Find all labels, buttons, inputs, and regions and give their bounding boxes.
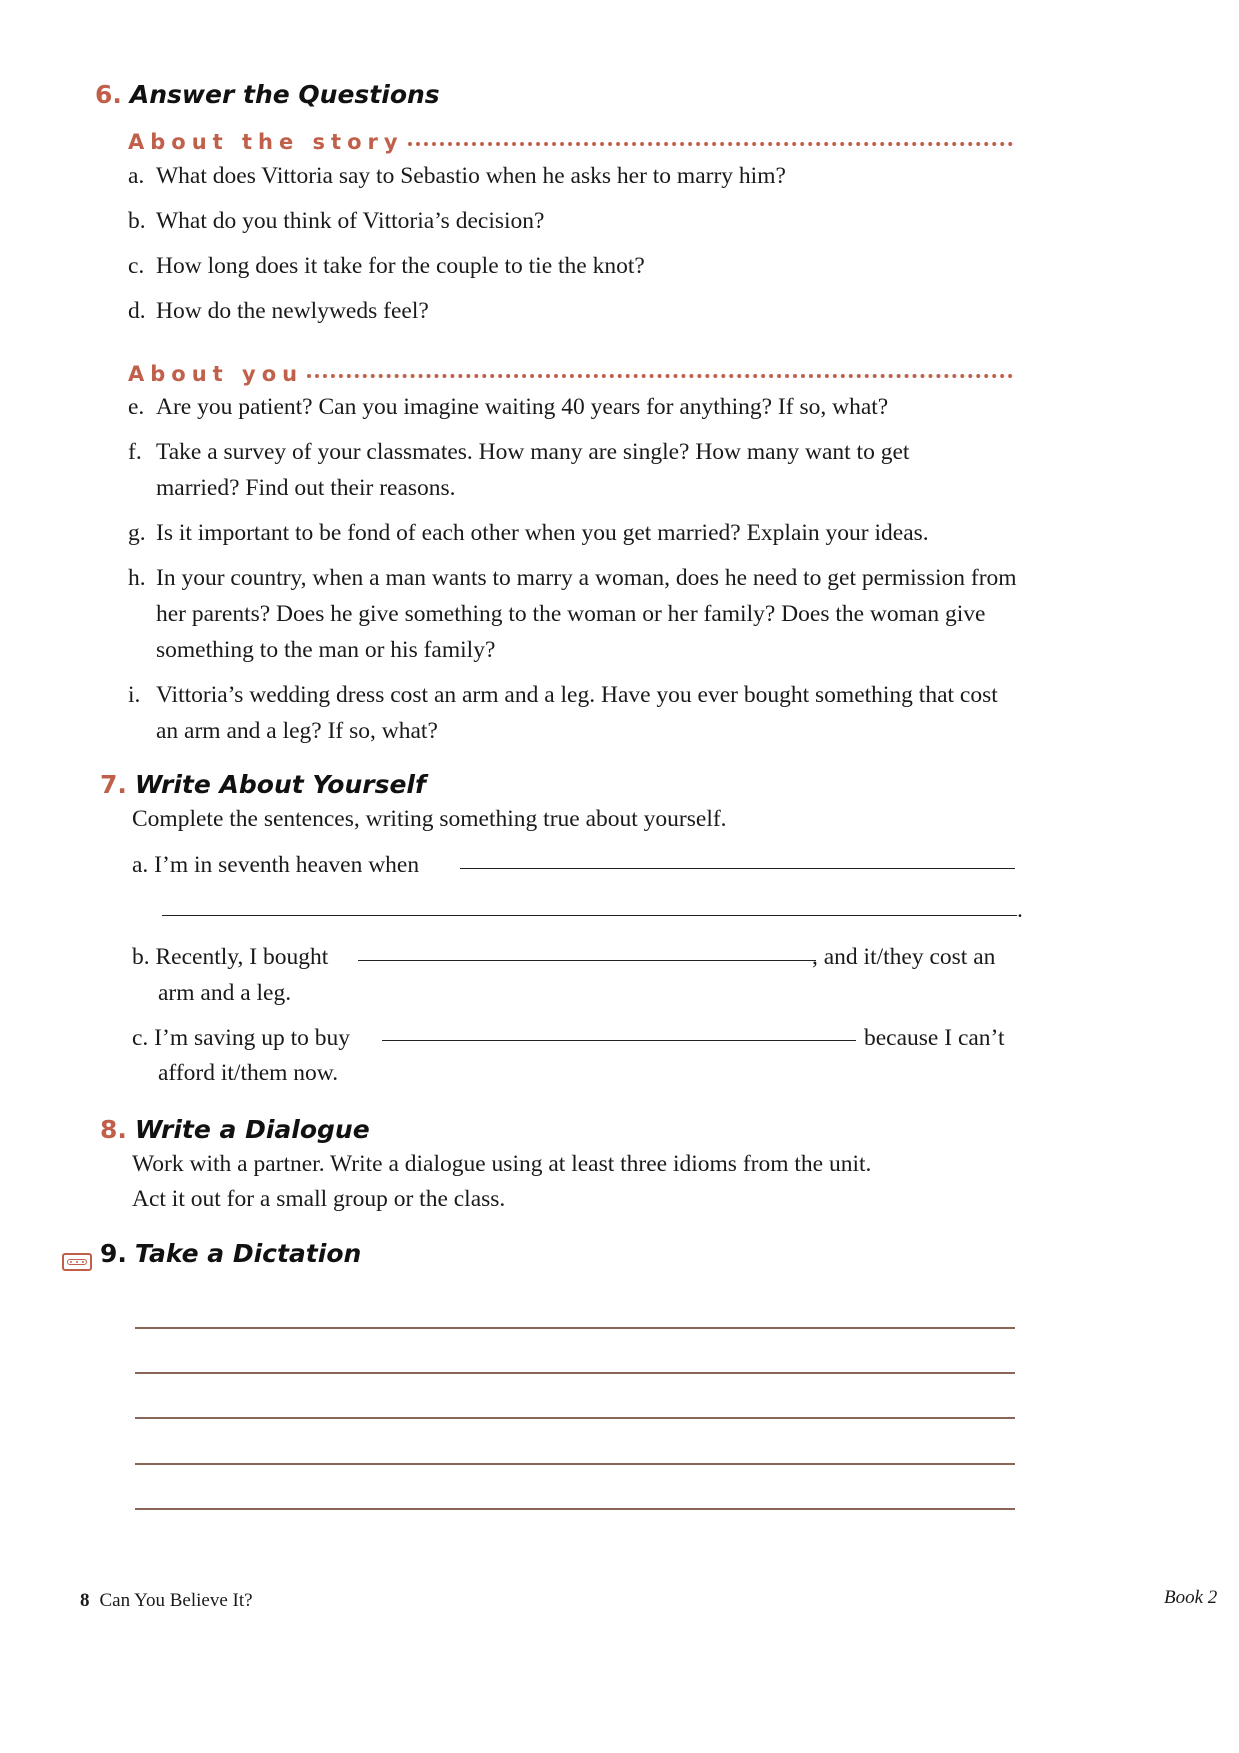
section-number: 6. (95, 80, 122, 109)
question-item (128, 677, 1008, 749)
question-text: In your country, when a man wants to marry a woman, does he need to get permission from her parents? Does he give something to the woman or her family? Does the woman give something to the man or his family? (156, 565, 1017, 663)
section-number: 9. (100, 1239, 127, 1268)
section-title: Write a Dialogue (134, 1115, 370, 1144)
dotted-leader (307, 374, 1013, 378)
subheading-label: About the story (128, 130, 404, 154)
question-text: Take a survey of your classmates. How many are single? How many want to get married? Find out their reasons. (156, 439, 910, 501)
section-8-line-1: Work with a partner. Write a dialogue using at least three idioms from the unit. (132, 1151, 872, 1177)
question-letter: e. (128, 394, 145, 420)
section-number: 8. (100, 1115, 127, 1144)
sentence-c-end: because I can’t (864, 1025, 1005, 1051)
page-footer (80, 1590, 253, 1612)
question-item (128, 203, 1028, 239)
question-letter: h. (128, 565, 146, 591)
question-letter: f. (128, 439, 142, 465)
sentence-b-continuation: arm and a leg. (158, 980, 292, 1006)
question-letter: c. (128, 253, 145, 279)
question-letter: g. (128, 520, 146, 546)
subheading-about-you (128, 362, 1013, 386)
question-item (128, 560, 1038, 668)
section-9-heading (100, 1239, 361, 1268)
question-text: Vittoria’s wedding dress cost an arm and a leg. Have you ever bought something that cost an arm and a leg? If so, what? (156, 682, 998, 744)
question-letter: i. (128, 682, 141, 708)
dictation-line-3[interactable] (135, 1417, 1015, 1419)
sentence-a-start: a. I’m in seventh heaven when (132, 852, 420, 878)
page-number: 8 (80, 1590, 90, 1611)
answer-line-c[interactable] (382, 1040, 856, 1041)
cassette-reels (67, 1259, 87, 1265)
answer-line-b[interactable] (358, 960, 816, 961)
question-letter: d. (128, 298, 146, 324)
answer-line-a2[interactable] (162, 915, 1017, 916)
section-8-heading (100, 1115, 370, 1144)
section-7-heading (100, 770, 426, 799)
sentence-a-end: . (1017, 897, 1023, 923)
answer-line-a1[interactable] (460, 868, 1015, 869)
book-label: Book 2 (1164, 1587, 1218, 1608)
dictation-line-2[interactable] (135, 1372, 1015, 1374)
question-letter: b. (128, 208, 146, 234)
book-title: Can You Believe It? (99, 1590, 253, 1611)
question-item (128, 158, 1028, 194)
section-8-line-2: Act it out for a small group or the class. (132, 1186, 506, 1212)
question-text: Are you patient? Can you imagine waiting 40 years for anything? If so, what? (156, 394, 889, 420)
question-item (128, 515, 1038, 551)
question-text: What does Vittoria say to Sebastio when he asks her to marry him? (156, 163, 786, 189)
question-item (128, 389, 1038, 425)
dotted-leader (408, 142, 1013, 146)
section-title: Answer the Questions (129, 80, 440, 109)
section-number: 7. (100, 770, 127, 799)
question-text: Is it important to be fond of each other when you get married? Explain your ideas. (156, 520, 929, 546)
cassette-icon (62, 1253, 92, 1271)
sentence-c-start: c. I’m saving up to buy (132, 1025, 350, 1051)
dictation-line-4[interactable] (135, 1463, 1015, 1465)
question-item (128, 248, 1028, 284)
dictation-line-5[interactable] (135, 1508, 1015, 1510)
question-text: What do you think of Vittoria’s decision? (156, 208, 545, 234)
question-text: How long does it take for the couple to tie the knot? (156, 253, 645, 279)
dictation-line-1[interactable] (135, 1327, 1015, 1329)
subheading-label: About you (128, 362, 304, 386)
you-question-list (128, 389, 1038, 749)
section-7-instruction: Complete the sentences, writing something true about yourself. (132, 806, 727, 832)
sentence-b-end: , and it/they cost an (812, 944, 996, 970)
section-title: Take a Dictation (134, 1239, 362, 1268)
question-letter: a. (128, 163, 145, 189)
story-question-list (128, 158, 1028, 329)
sentence-b-start: b. Recently, I bought (132, 944, 329, 970)
question-item (128, 293, 1028, 329)
section-6-heading (95, 80, 440, 109)
subheading-about-the-story (128, 130, 1013, 154)
question-item (128, 434, 998, 506)
sentence-c-continuation: afford it/them now. (158, 1060, 339, 1086)
question-text: How do the newlyweds feel? (156, 298, 429, 324)
section-title: Write About Yourself (134, 770, 426, 799)
